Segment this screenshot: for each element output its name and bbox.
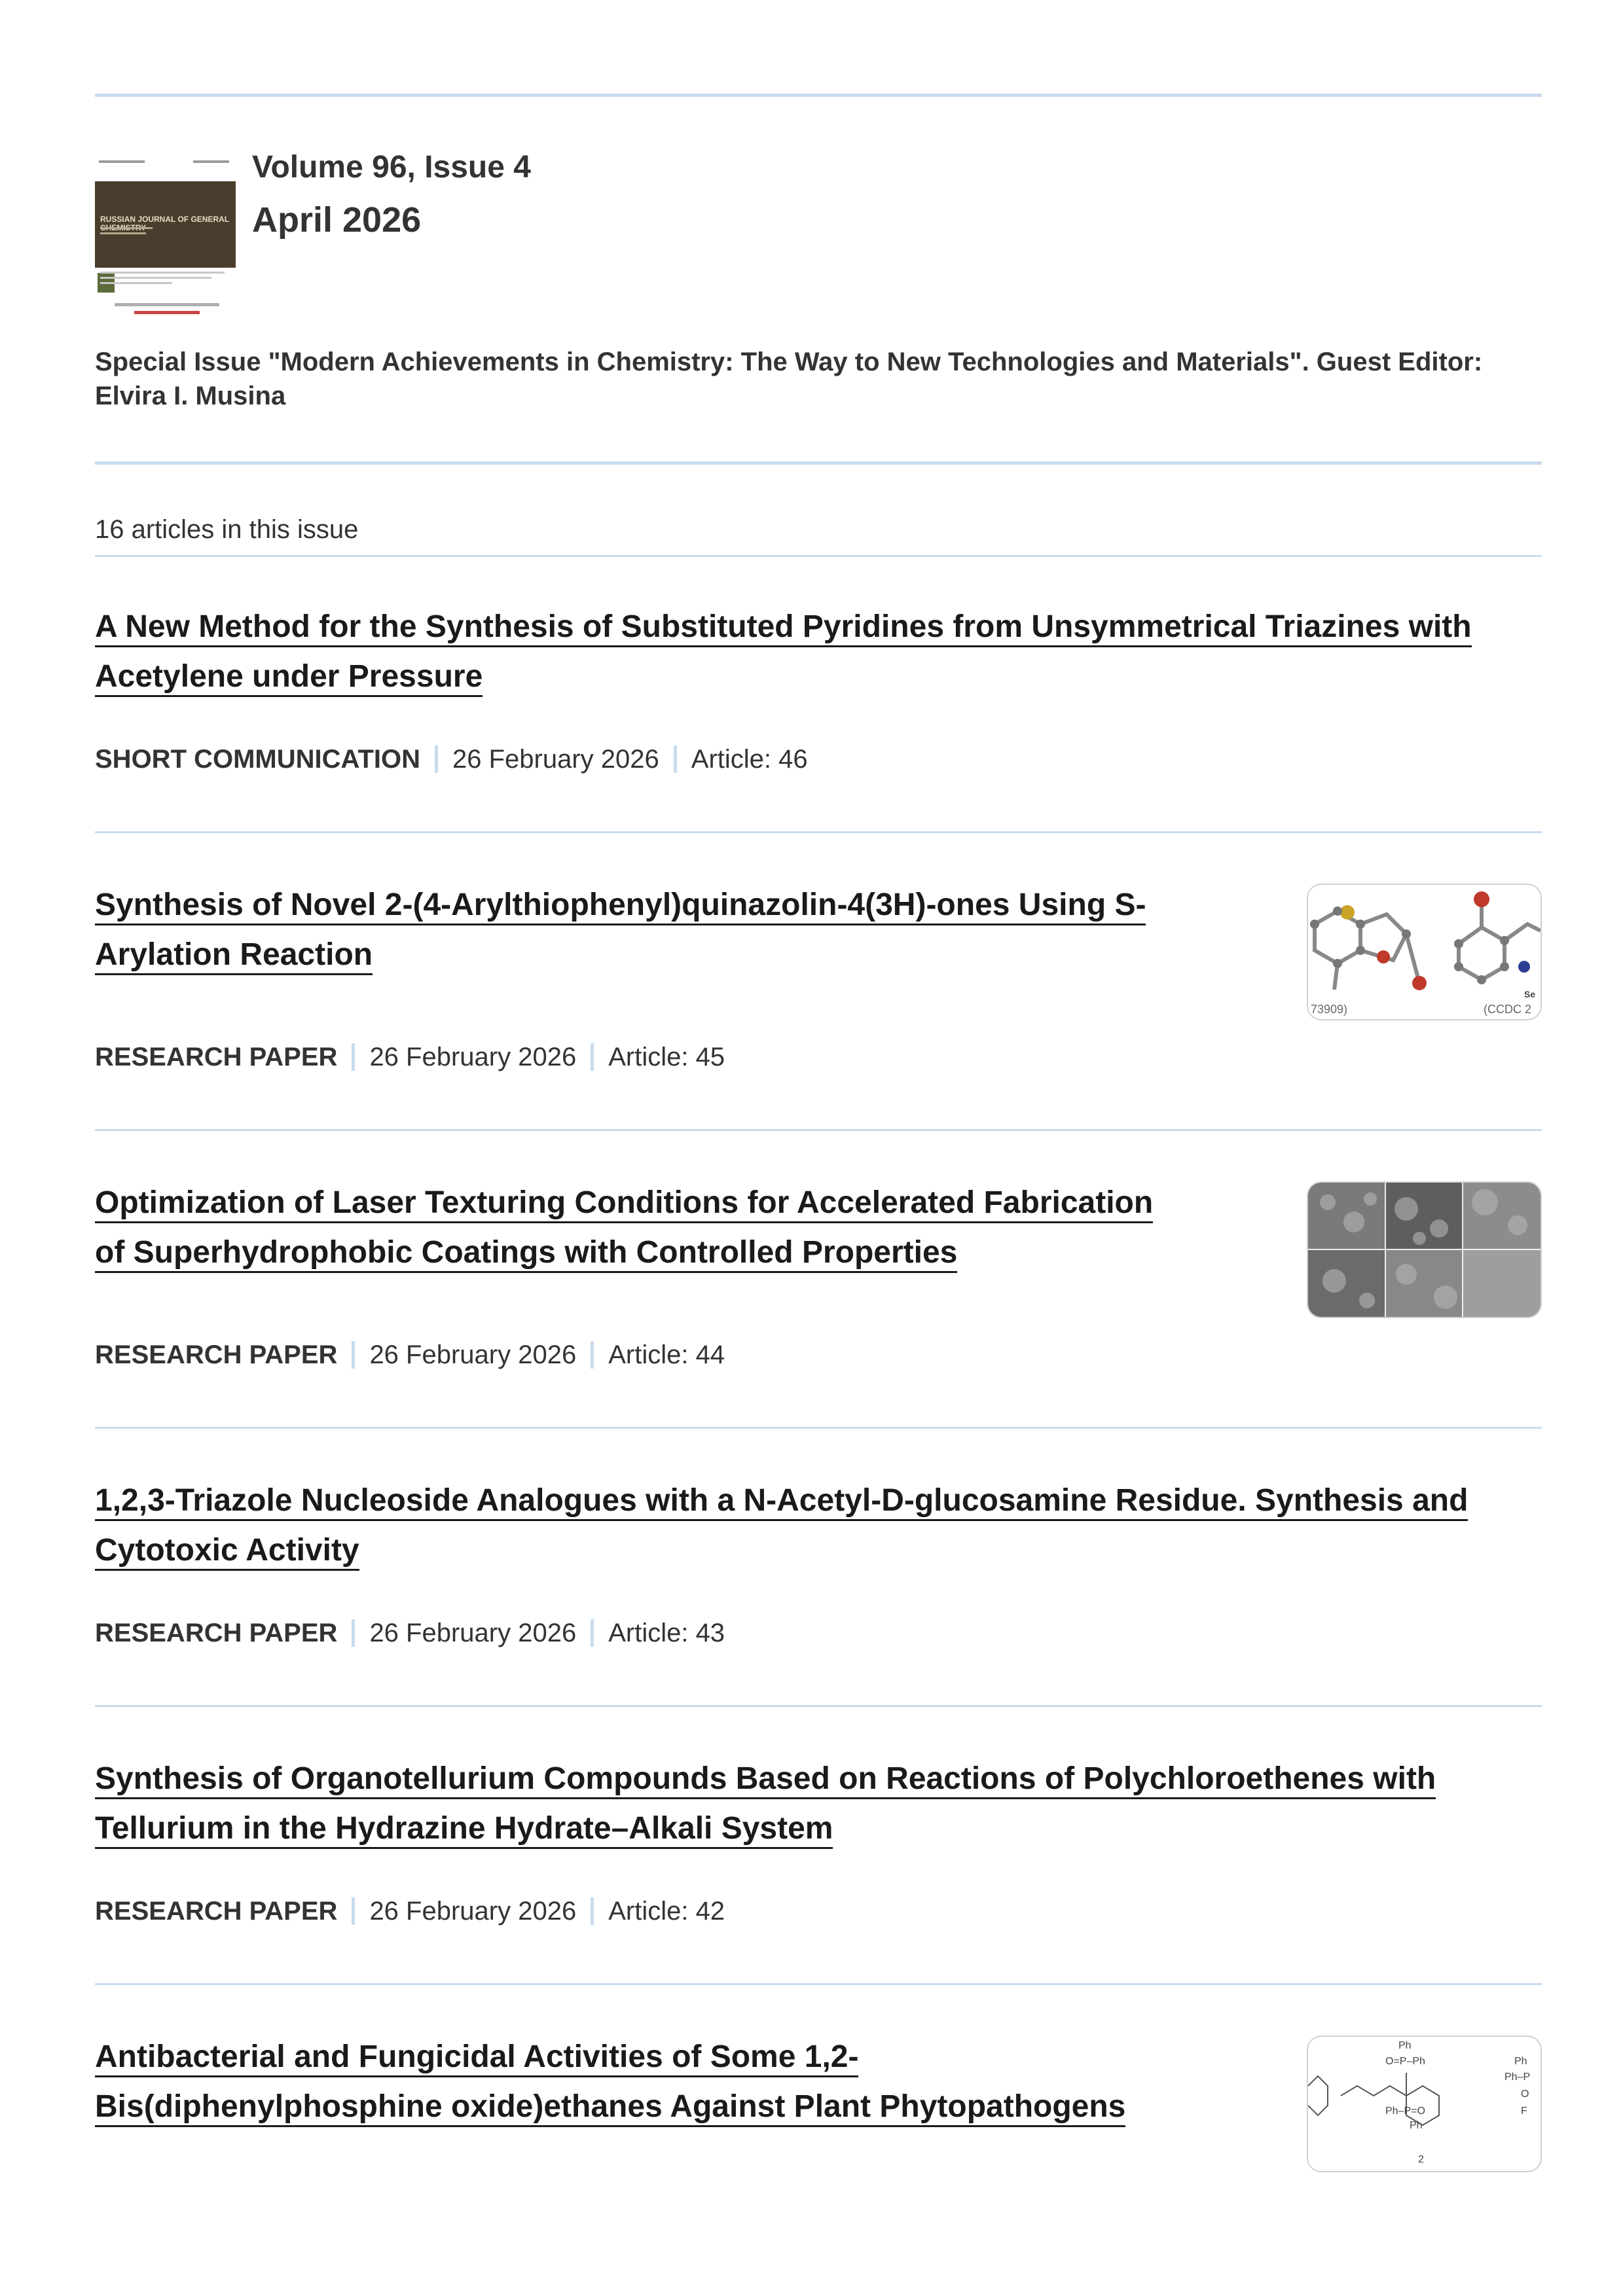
- article-divider: [95, 1983, 1542, 1985]
- article-divider: [95, 1129, 1542, 1131]
- svg-text:F: F: [1521, 2106, 1527, 2117]
- article-meta: [95, 1340, 725, 1370]
- title-line[interactable]: Synthesis of Organotellurium Compounds Based on Reactions of Polychloroethenes with: [95, 1761, 1436, 1799]
- meta-separator: [435, 745, 438, 773]
- meta-separator: [352, 1043, 355, 1071]
- top-divider: [95, 94, 1542, 97]
- title-line[interactable]: Optimization of Laser Texturing Conditions for Accelerated Fabrication: [95, 1185, 1153, 1223]
- article-title-link[interactable]: [95, 1178, 1153, 1278]
- issue-date: April 2026: [252, 200, 422, 240]
- article-type: RESEARCH PAPER: [95, 1043, 338, 1071]
- article-divider: [95, 1705, 1542, 1707]
- structure-label: O=P–Ph: [1385, 2056, 1425, 2067]
- article-date: 26 February 2026: [369, 1043, 577, 1071]
- volume-issue: Volume 96, Issue 4: [252, 150, 531, 185]
- title-line[interactable]: 1,2,3-Triazole Nucleoside Analogues with a N-Acetyl-D-glucosamine Residue. Synthesis and: [95, 1483, 1468, 1521]
- structure-label: Ph: [1410, 2120, 1423, 2131]
- article-meta: [95, 1619, 725, 1648]
- article-date: 26 February 2026: [369, 1619, 577, 1647]
- title-line[interactable]: A New Method for the Synthesis of Substituted Pyridines from Unsymmetrical Triazines with: [95, 609, 1472, 647]
- meta-separator: [674, 745, 677, 773]
- title-line[interactable]: of Superhydrophobic Coatings with Controlled Properties: [95, 1235, 957, 1273]
- title-line[interactable]: Antibacterial and Fungicidal Activities of Some 1,2-: [95, 2039, 858, 2077]
- meta-separator: [352, 1897, 355, 1925]
- article-type: RESEARCH PAPER: [95, 1897, 338, 1926]
- issue-page: [95, 0, 1542, 2296]
- structure-label: Ph: [1398, 2040, 1412, 2051]
- journal-cover-image[interactable]: [95, 154, 236, 321]
- cover-title: RUSSIAN JOURNAL OF GENERAL: [100, 215, 229, 224]
- article-number: Article: 43: [608, 1619, 725, 1647]
- sem-micrograph-thumbnail[interactable]: [1307, 1181, 1542, 1318]
- phosphine-structure-drawing: [1308, 2037, 1541, 2171]
- header-divider: [95, 461, 1542, 465]
- article-number: Article: 42: [608, 1897, 725, 1926]
- article-meta: [95, 1043, 725, 1072]
- article-meta: [95, 745, 808, 774]
- special-issue-description: Special Issue "Modern Achievements in Chemistry: The Way to New Technologies and Materials". Guest Editor: Elvira I. Musina: [95, 348, 1483, 410]
- article-divider: [95, 1427, 1542, 1429]
- article-divider: [95, 831, 1542, 833]
- thumb-label: 73909): [1311, 1003, 1348, 1016]
- thumb-label: (CCDC 2: [1484, 1003, 1532, 1016]
- article-number: Article: 46: [691, 745, 808, 774]
- meta-separator: [352, 1341, 355, 1369]
- title-line[interactable]: Arylation Reaction: [95, 937, 373, 975]
- meta-separator: [591, 1043, 594, 1071]
- article-type: RESEARCH PAPER: [95, 1340, 338, 1369]
- structure-label: 2: [1418, 2154, 1424, 2165]
- svg-text:O: O: [1521, 2089, 1529, 2100]
- title-line[interactable]: Tellurium in the Hydrazine Hydrate–Alkali System: [95, 1811, 833, 1849]
- article-number: Article: 44: [608, 1340, 725, 1369]
- thumb-label: Se: [1524, 989, 1536, 999]
- article-date: 26 February 2026: [369, 1340, 577, 1369]
- article-title-link[interactable]: [95, 1476, 1468, 1575]
- article-title-link[interactable]: [95, 602, 1472, 702]
- title-line[interactable]: Synthesis of Novel 2-(4-Arylthiophenyl)quinazolin-4(3H)-ones Using S-: [95, 888, 1146, 925]
- structure-label: Ph–P=O: [1385, 2106, 1425, 2117]
- article-type: RESEARCH PAPER: [95, 1619, 338, 1647]
- svg-text:Ph–P: Ph–P: [1504, 2072, 1531, 2083]
- article-date: 26 February 2026: [452, 745, 659, 774]
- meta-separator: [591, 1619, 594, 1647]
- article-date: 26 February 2026: [369, 1897, 577, 1926]
- article-title-link[interactable]: [95, 1754, 1436, 1854]
- crystal-structure-thumbnail[interactable]: [1307, 884, 1542, 1020]
- article-title-link[interactable]: [95, 2032, 1125, 2132]
- title-line[interactable]: Cytotoxic Activity: [95, 1533, 359, 1571]
- crystal-structure-drawing: [1308, 885, 1541, 1019]
- article-title-link[interactable]: [95, 880, 1146, 980]
- article-meta: [95, 1897, 725, 1926]
- count-divider: [95, 555, 1542, 557]
- meta-separator: [591, 1897, 594, 1925]
- chemical-structure-thumbnail[interactable]: [1307, 2036, 1542, 2172]
- article-type: SHORT COMMUNICATION: [95, 745, 420, 774]
- article-number: Article: 45: [608, 1043, 725, 1071]
- article-count: 16 articles in this issue: [95, 515, 359, 544]
- svg-text:Ph: Ph: [1514, 2056, 1527, 2067]
- title-line[interactable]: Acetylene under Pressure: [95, 659, 483, 697]
- title-line[interactable]: Bis(diphenylphosphine oxide)ethanes Against Plant Phytopathogens: [95, 2089, 1125, 2127]
- meta-separator: [352, 1619, 355, 1647]
- sem-grid-drawing: [1308, 1183, 1541, 1317]
- meta-separator: [591, 1341, 594, 1369]
